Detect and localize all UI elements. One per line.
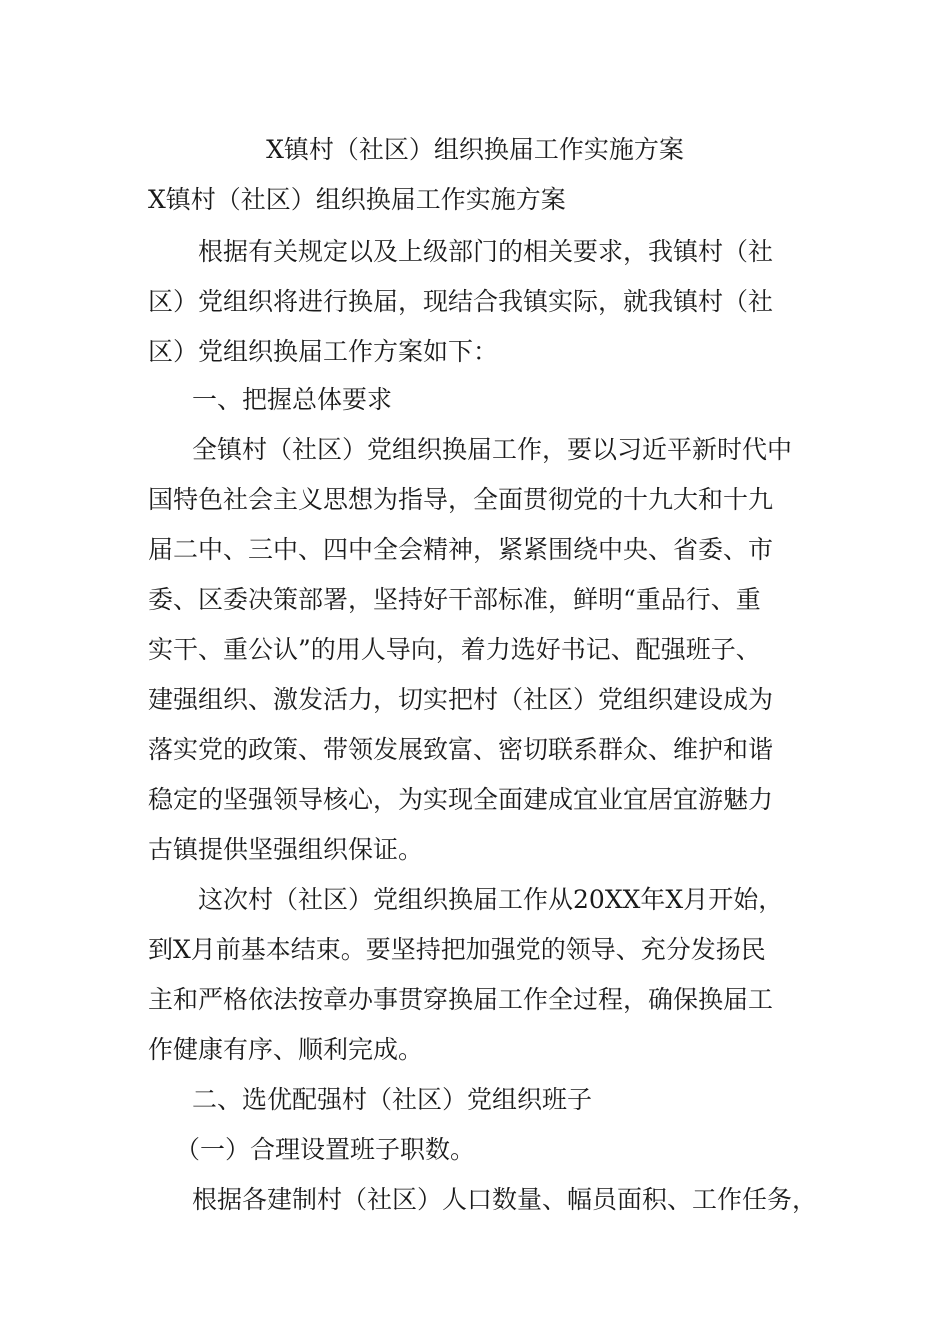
intro-line: 区）党组织将进行换届，现结合我镇实际，就我镇村（社 [148,287,774,316]
document-subtitle: X镇村（社区）组织换届工作实施方案 [148,185,566,214]
paragraph-line: 落实党的政策、带领发展致富、密切联系群众、维护和谐 [148,735,774,764]
paragraph-line: 作健康有序、顺利完成。 [148,1035,424,1064]
paragraph-line: 根据各建制村（社区）人口数量、幅员面积、工作任务， [192,1185,818,1214]
document-title: X镇村（社区）组织换届工作实施方案 [266,135,684,164]
paragraph-line: 全镇村（社区）党组织换届工作，要以习近平新时代中 [192,435,793,464]
intro-line: 区）党组织换届工作方案如下： [148,337,499,366]
paragraph-line: 古镇提供坚强组织保证。 [148,835,424,864]
paragraph-line: 实干、重公认”的用人导向，着力选好书记、配强班子、 [148,635,761,664]
paragraph-line: 建强组织、激发活力，切实把村（社区）党组织建设成为 [148,685,774,714]
paragraph-line: 主和严格依法按章办事贯穿换届工作全过程，确保换届工 [148,985,774,1014]
paragraph-line: 稳定的坚强领导核心，为实现全面建成宜业宜居宜游魅力 [148,785,774,814]
paragraph-line: 届二中、三中、四中全会精神，紧紧围绕中央、省委、市 [148,535,774,564]
paragraph-line: 到X月前基本结束。要坚持把加强党的领导、充分发扬民 [148,935,766,964]
paragraph-line: 这次村（社区）党组织换届工作从20XX年X月开始， [198,885,784,914]
paragraph-line: 委、区委决策部署，坚持好干部标准，鲜明“重品行、重 [148,585,761,614]
section-heading: 二、选优配强村（社区）党组织班子 [192,1085,593,1114]
subsection-heading: （一）合理设置班子职数。 [175,1135,476,1164]
paragraph-line: 国特色社会主义思想为指导，全面贯彻党的十九大和十九 [148,485,774,514]
section-heading: 一、把握总体要求 [192,385,393,414]
intro-line: 根据有关规定以及上级部门的相关要求，我镇村（社 [198,237,774,266]
